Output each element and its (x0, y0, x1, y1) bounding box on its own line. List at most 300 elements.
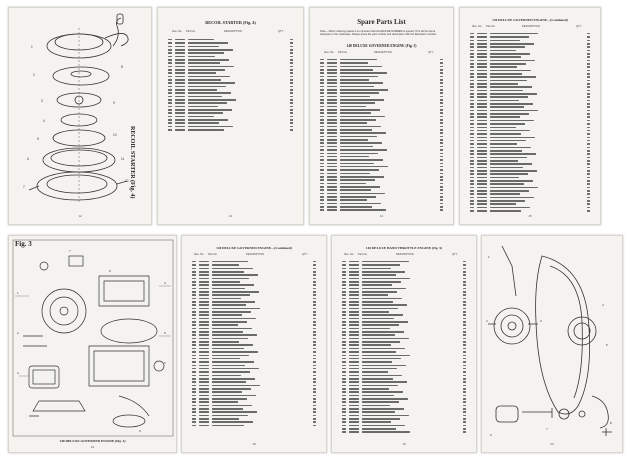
text-line (490, 207, 530, 209)
text-line (342, 318, 346, 320)
text-line (212, 371, 250, 373)
text-line (327, 82, 337, 84)
text-line (490, 177, 519, 179)
text-line (175, 129, 185, 131)
text-line (470, 160, 474, 162)
text-line (470, 110, 474, 112)
text-line (199, 361, 209, 363)
engine-exploded-drawing (9, 236, 177, 453)
text-line (212, 375, 241, 377)
text-line (463, 408, 466, 410)
text-line (587, 40, 590, 42)
text-line (470, 177, 474, 179)
text-line (490, 103, 533, 105)
text-line (212, 334, 257, 336)
text-line (362, 268, 391, 270)
text-line (477, 140, 487, 142)
text-line (340, 159, 383, 161)
text-line (199, 418, 209, 420)
text-line (192, 304, 196, 306)
text-line (342, 358, 346, 360)
text-line (362, 338, 409, 340)
text-line (477, 200, 487, 202)
text-line (327, 142, 337, 144)
text-line (192, 318, 196, 320)
text-line (470, 60, 474, 62)
text-line (587, 137, 590, 139)
text-line (340, 129, 372, 131)
text-line (212, 288, 245, 290)
text-line (477, 153, 487, 155)
text-line (340, 109, 380, 111)
text-line (175, 86, 185, 88)
text-line (587, 133, 590, 135)
text-line (199, 264, 209, 266)
text-line (313, 301, 316, 303)
text-line (327, 156, 337, 158)
text-line (477, 147, 487, 149)
text-line (168, 42, 172, 44)
svg-text:2: 2 (33, 73, 35, 77)
text-line (342, 321, 346, 323)
text-line (362, 298, 402, 300)
text-line (290, 39, 293, 41)
text-line (470, 33, 474, 35)
text-line (313, 281, 316, 283)
text-line (490, 53, 530, 55)
text-line (349, 281, 359, 283)
text-line (340, 86, 374, 88)
text-line (340, 72, 387, 74)
text-line (320, 149, 324, 151)
text-line (440, 96, 443, 98)
text-line (440, 69, 443, 71)
text-line (490, 96, 528, 98)
text-line (313, 351, 316, 353)
svg-text:10: 10 (113, 133, 117, 137)
text-line (320, 199, 324, 201)
col-part: Part No. (338, 51, 348, 54)
text-line (320, 146, 324, 148)
text-line (192, 268, 196, 270)
text-line (463, 294, 466, 296)
text-line (340, 122, 367, 124)
text-line (327, 112, 337, 114)
text-line (463, 371, 466, 373)
text-line (175, 89, 185, 91)
text-line (212, 268, 253, 270)
text-line (188, 112, 223, 114)
text-line (477, 73, 487, 75)
parts-list (320, 58, 443, 212)
text-line (340, 132, 386, 134)
text-line (440, 112, 443, 114)
text-line (477, 96, 487, 98)
text-line (470, 147, 474, 149)
text-line (199, 268, 209, 270)
text-line (470, 40, 474, 42)
text-line (470, 130, 474, 132)
text-line (199, 398, 209, 400)
text-line (313, 291, 316, 293)
text-line (587, 50, 590, 52)
text-line (463, 291, 466, 293)
text-line (290, 82, 293, 84)
text-line (192, 375, 196, 377)
text-line (168, 56, 172, 58)
page-number: 18 (252, 442, 256, 446)
text-line (188, 116, 214, 118)
col-illus: Illus. No. (172, 30, 183, 33)
text-line (192, 344, 196, 346)
text-line (587, 120, 590, 122)
text-line (199, 344, 209, 346)
text-line (490, 116, 520, 118)
text-line (199, 281, 209, 283)
text-line (290, 49, 293, 51)
text-line (587, 200, 590, 202)
text-line (212, 311, 251, 313)
text-line (587, 143, 590, 145)
text-line (470, 80, 474, 82)
text-line (587, 90, 590, 92)
text-line (342, 291, 346, 293)
text-line (477, 137, 487, 139)
text-line (188, 49, 233, 51)
text-line (199, 284, 209, 286)
text-line (477, 110, 487, 112)
text-line (463, 281, 466, 283)
text-line (587, 56, 590, 58)
text-line (477, 143, 487, 145)
text-line (168, 116, 172, 118)
svg-text:8: 8 (121, 65, 123, 69)
svg-text:4: 4 (164, 281, 166, 285)
text-line (342, 274, 346, 276)
text-line (587, 193, 590, 195)
text-line (477, 207, 487, 209)
text-line (313, 415, 316, 417)
text-line (199, 375, 209, 377)
text-line (327, 153, 337, 155)
text-line (290, 129, 293, 131)
text-line (212, 348, 244, 350)
text-line (168, 59, 172, 61)
text-line (477, 150, 487, 152)
text-line (463, 395, 466, 397)
text-line (192, 301, 196, 303)
text-line (477, 33, 487, 35)
text-line (313, 284, 316, 286)
text-line (362, 385, 398, 387)
text-line (490, 193, 520, 195)
text-line (349, 418, 359, 420)
col-part: Part No. (486, 25, 496, 28)
text-line (587, 100, 590, 102)
text-line (320, 59, 324, 61)
text-line (477, 133, 487, 135)
text-line (168, 86, 172, 88)
text-line (477, 210, 487, 212)
text-line (340, 106, 366, 108)
text-line (470, 140, 474, 142)
text-line (188, 119, 228, 121)
text-line (470, 137, 474, 139)
text-line (320, 109, 324, 111)
text-line (199, 378, 209, 380)
text-line (340, 92, 379, 94)
text-line (490, 43, 534, 45)
text-line (477, 157, 487, 159)
text-line (349, 378, 359, 380)
text-line (313, 398, 316, 400)
text-line (463, 284, 466, 286)
text-line (212, 304, 246, 306)
text-line (327, 166, 337, 168)
text-line (313, 401, 316, 403)
text-line (349, 341, 359, 343)
text-line (477, 187, 487, 189)
text-line (490, 36, 529, 38)
text-line (320, 139, 324, 141)
text-line (342, 308, 346, 310)
text-line (349, 318, 359, 320)
text-line (470, 197, 474, 199)
text-line (313, 425, 316, 427)
text-line (470, 190, 474, 192)
text-line (463, 314, 466, 316)
text-line (327, 136, 337, 138)
text-line (463, 365, 466, 367)
text-line (477, 40, 487, 42)
text-line (212, 331, 243, 333)
text-line (327, 59, 337, 61)
text-line (340, 186, 380, 188)
text-line (327, 109, 337, 111)
text-line (470, 170, 474, 172)
text-line (587, 173, 590, 175)
text-line (587, 93, 590, 95)
col-qty: QTY. (452, 253, 458, 256)
text-line (168, 52, 172, 54)
text-line (470, 153, 474, 155)
text-line (199, 301, 209, 303)
text-line (587, 130, 590, 132)
text-line (477, 90, 487, 92)
text-line (349, 358, 359, 360)
text-line (320, 102, 324, 104)
text-line (490, 106, 524, 108)
page-governed-engine-continued (459, 7, 601, 225)
text-line (313, 334, 316, 336)
text-line (342, 334, 346, 336)
text-line (463, 274, 466, 276)
text-line (477, 197, 487, 199)
text-line (440, 132, 443, 134)
text-line (199, 318, 209, 320)
text-line (362, 395, 394, 397)
text-line (342, 405, 346, 407)
text-line (349, 431, 359, 433)
text-line (192, 308, 196, 310)
text-line (212, 381, 246, 383)
text-line (175, 119, 185, 121)
list-row (342, 431, 466, 434)
text-line (340, 146, 373, 148)
text-line (188, 62, 220, 64)
text-line (320, 142, 324, 144)
text-line (463, 304, 466, 306)
text-line (342, 425, 346, 427)
text-line (320, 183, 324, 185)
text-line (362, 361, 392, 363)
text-line (342, 338, 346, 340)
text-line (340, 119, 376, 121)
text-line (349, 425, 359, 427)
text-line (340, 149, 387, 151)
text-line (490, 73, 522, 75)
text-line (463, 388, 466, 390)
page-spare-parts-list (309, 7, 454, 225)
text-line (342, 408, 346, 410)
text-line (463, 415, 466, 417)
text-line (327, 122, 337, 124)
text-line (192, 425, 196, 427)
text-line (362, 421, 391, 423)
page-number: 20 (550, 442, 554, 446)
text-line (340, 176, 384, 178)
text-line (470, 56, 474, 58)
text-line (490, 173, 528, 175)
text-line (490, 170, 537, 172)
text-line (313, 344, 316, 346)
text-line (192, 405, 196, 407)
text-line (440, 142, 443, 144)
text-line (320, 176, 324, 178)
text-line (477, 123, 487, 125)
text-line (340, 163, 374, 165)
col-illus: Illus. No. (194, 253, 205, 256)
text-line (313, 385, 316, 387)
col-qty: QTY. (302, 253, 308, 256)
text-line (477, 53, 487, 55)
text-line (340, 142, 382, 144)
text-line (175, 59, 185, 61)
col-illus: Illus. No. (472, 25, 483, 28)
text-line (440, 106, 443, 108)
text-line (470, 116, 474, 118)
text-line (199, 328, 209, 330)
text-line (320, 116, 324, 118)
text-line (188, 79, 221, 81)
page-hand-throttle-drawing (481, 235, 623, 453)
text-line (199, 321, 209, 323)
text-line (290, 102, 293, 104)
text-line (490, 210, 521, 212)
svg-text:9: 9 (139, 429, 141, 433)
text-line (175, 122, 185, 124)
text-line (212, 391, 242, 393)
text-line (192, 365, 196, 367)
col-description: DESCRIPTION (396, 253, 414, 256)
text-line (342, 271, 346, 273)
text-line (212, 421, 253, 423)
text-line (340, 199, 367, 201)
text-line (188, 122, 219, 124)
list-row (168, 128, 293, 131)
text-line (212, 278, 249, 280)
text-line (362, 401, 399, 403)
text-line (320, 96, 324, 98)
text-line (440, 79, 443, 81)
text-line (349, 268, 359, 270)
text-line (313, 304, 316, 306)
col-qty: QTY. (428, 51, 434, 54)
text-line (188, 39, 214, 41)
page-number: 19 (402, 442, 406, 446)
text-line (477, 180, 487, 182)
text-line (463, 348, 466, 350)
text-line (340, 82, 383, 84)
text-line (362, 391, 403, 393)
text-line (340, 76, 378, 78)
text-line (313, 408, 316, 410)
text-line (199, 334, 209, 336)
text-line (362, 381, 407, 383)
text-line (342, 344, 346, 346)
text-line (199, 304, 209, 306)
col-illus: Illus. No. (324, 51, 335, 54)
text-line (168, 129, 172, 131)
text-line (192, 348, 196, 350)
text-line (490, 90, 523, 92)
text-line (362, 405, 390, 407)
text-line (192, 341, 196, 343)
text-line (342, 261, 346, 263)
text-line (349, 351, 359, 353)
parts-list (192, 260, 316, 427)
text-line (362, 365, 406, 367)
text-line (188, 89, 217, 91)
text-line (587, 177, 590, 179)
text-line (463, 324, 466, 326)
text-line (463, 288, 466, 290)
text-line (313, 348, 316, 350)
text-line (362, 425, 405, 427)
svg-text:9: 9 (113, 101, 115, 105)
text-line (342, 314, 346, 316)
text-line (192, 261, 196, 263)
text-line (340, 206, 372, 208)
col-qty: QTY. (278, 30, 284, 33)
text-line (199, 405, 209, 407)
text-line (199, 355, 209, 357)
text-line (188, 42, 228, 44)
text-line (199, 385, 209, 387)
svg-text:7: 7 (546, 427, 548, 431)
text-line (463, 418, 466, 420)
text-line (440, 163, 443, 165)
text-line (490, 153, 536, 155)
text-line (313, 324, 316, 326)
text-line (175, 79, 185, 81)
text-line (477, 60, 487, 62)
text-line (340, 139, 368, 141)
text-line (477, 50, 487, 52)
text-line (342, 378, 346, 380)
text-line (440, 159, 443, 161)
col-illus: Illus. No. (344, 253, 355, 256)
